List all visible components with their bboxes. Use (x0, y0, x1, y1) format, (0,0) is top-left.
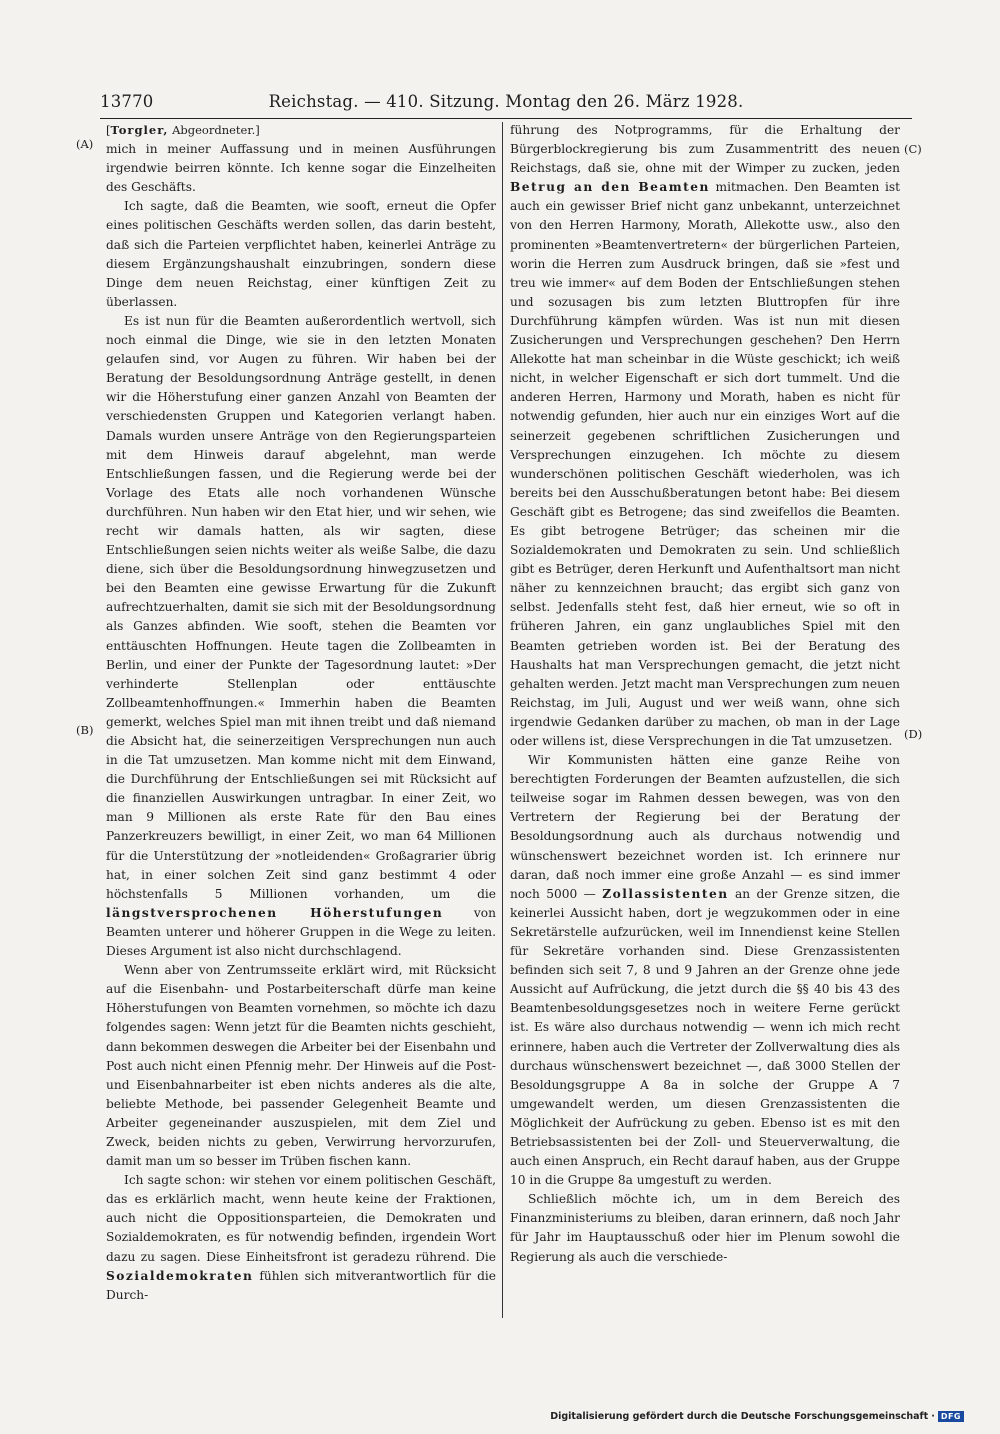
paragraph-text: Wir Kommunisten hätten eine ganze Reihe von berechtigten Forderungen der Beamten aufzustellen, die sich teilweise sogar im Rahmen dessen bewegen, was von den Vertretern der Regierung bei der Beratung der Besoldungsordnung auch als durchaus notwendig und wünschenswert bezeichnet worden ist. Ich erinnere nur daran, daß noch immer eine große Anzahl — es sind immer noch 5000 — (510, 753, 900, 901)
header-rule (100, 118, 912, 119)
credit-text: Digitalisierung gefördert durch die Deutsche Forschungsgemeinschaft (550, 1411, 929, 1422)
paragraph-text: Es ist nun für die Beamten außerordentlich wertvoll, sich noch einmal die Dinge, wie sie in den letzten Monaten gelaufen sind, vor Augen zu führen. Wir haben bei der Beratung der Besoldungsordnung Anträge gestellt, in denen wir die Höherstufung einer ganzen Anzahl von Beamten der verschiedensten Gruppen und Kategorien verlangt haben. Damals wurden unsere Anträge von den Regierungsparteien mit dem Hinweis darauf abgelehnt, man werde Entschließungen fassen, und die Regierung werde bei der Vorlage des Etats alle noch vorhandenen Wünsche durchführen. Nun haben wir den Etat hier, und wir sehen, wie recht wir damals hatten, als wir sagten, diese Entschließungen seien nichts weiter als weiße Salbe, die dazu diene, sich über die Besoldungsordnung hinwegzusetzen und bei den Beamten eine gewisse Erwartung für die Zukunft aufrechtzuerhalten, damit sie sich mit der Besoldungsordnung als Ganzes abfinden. Wie sooft, stehen die Beamten vor enttäuschten Hoffnungen. Heute tagen die Zollbeamten in Berlin, und einer der Punkte der Tagesordnung lautet: »Der verhinderte Stellenplan oder enttäuschte Zollbeamtenhoffnungen.« Immerhin haben die Beamten gemerkt, welches Spiel man mit ihnen treibt und daß niemand die Absicht hat, die seinerzeitigen Versprechungen nun auch in die Tat umzusetzen. Man komme nicht mit dem Einwand, die Durchführung der Entschließungen sei mit Rücksicht auf die finanziellen Auswirkungen untragbar. In einer Zeit, wo man 9 Millionen als erste Rate für den Bau eines Panzerkreuzers bewilligt, in einer Zeit, wo man 64 Millionen für die Unterstützung der »notleidenden« Großagrarier übrig hat, in einer solchen Zeit sind ganz bestimmt 4 oder höchstenfalls 5 Millionen vorhanden, um die (106, 313, 496, 901)
right-column (510, 121, 900, 1267)
paragraph: Schließlich möchte ich, um in dem Bereich des Finanzministeriums zu bleiben, daran erinnern, daß noch Jahr für Jahr im Hauptausschuß oder hier im Plenum sowohl die Regierung als auch die verschiede- (510, 1192, 900, 1264)
speaker-bracket: [ (106, 123, 111, 137)
left-column (106, 121, 496, 1305)
paragraph-text: an der Grenze sitzen, die keinerlei Aussicht haben, dort je wegzukommen oder in eine Sekretärstelle aufzurücken, weil im Innendienst keine Stellen für Sekretäre vorhanden sind. Diese Grenzassistenten befinden sich seit 7, 8 und 9 Jahren an der Grenze ohne jede Aussicht auf Aufrückung, die jetzt durch die §§ 40 bis 43 des Beamtenbesoldungsgesetzes noch in weitere Ferne gerückt ist. Es wäre also durchaus notwendig — wenn ich mich recht erinnere, haben auch die Vertreter der Zollverwaltung dies als durchaus wünschenswert bezeichnet —, daß 3000 Stellen der Besoldungsgruppe A 8a in solche der Gruppe A 7 umgewandelt werden, um diesen Grenzassistenten die Möglichkeit der Aufrückung zu geben. Ebenso ist es mit den Betriebsassistenten bei der Zoll- und Steuerverwaltung, die auch einen Anspruch, ein Recht darauf haben, aus der Gruppe 10 in die Gruppe 8a umgestuft zu werden. (510, 886, 900, 1188)
paragraph: Ich sagte, daß die Beamten, wie sooft, erneut die Opfer eines politischen Geschäfts werden sollen, das darin besteht, daß sich die Parteien verpflichtet haben, keinerlei Anträge zu diesem Ergänzungshaushalt einzubringen, sondern diese Dinge dem neuen Reichstag, einer künftigen Zeit zu überlassen. (106, 199, 496, 309)
paragraph: mich in meiner Auffassung und in meinen Ausführungen irgendwie beirren könnte. Ich kenne sogar die Einzelheiten des Geschäfts. (106, 142, 496, 195)
running-title: Reichstag. — 410. Sitzung. Montag den 26. März 1928. (268, 92, 744, 111)
margin-marker-b: (B) (76, 723, 94, 737)
page-header (100, 92, 912, 116)
separator-dot: · (931, 1411, 935, 1422)
speaker-role: Abgeordneter.] (168, 123, 260, 137)
emphasized-phrase: Betrug an den Beamten (510, 180, 710, 195)
digitization-credit (550, 1411, 964, 1422)
paragraph (510, 121, 900, 751)
paragraph-text: fühlen sich mitverantwortlich für die Durch- (106, 1268, 497, 1302)
dfg-logo: DFG (938, 1411, 964, 1422)
paragraph: Wenn aber von Zentrumsseite erklärt wird, mit Rücksicht auf die Eisenbahn- und Postarbeiterschaft dürfe man keine Höherstufungen von Beamten vornehmen, so möchte ich dazu folgendes sagen: Wenn jetzt für die Beamten nichts geschieht, dann bekommen deswegen die Arbeiter bei der Eisenbahn und Post auch nicht einen Pfennig mehr. Der Hinweis auf die Post- und Eisenbahnarbeiter ist eben nichts anderes als die alte, beliebte Methode, bei passender Gelegenheit Beamte und Arbeiter gegeneinander auszuspielen, mit dem Ziel und Zweck, beiden nichts zu geben, Verwirrung hervorzurufen, damit man um so besser im Trüben fischen kann. (106, 963, 496, 1169)
paragraph-text: von Beamten unterer und höherer Gruppen in die Wege zu leiten. Dieses Argument ist also nicht durchschlagend. (106, 905, 496, 959)
paragraph (106, 1171, 496, 1305)
emphasized-phrase: längstversprochenen Höherstufungen (106, 905, 444, 920)
emphasized-phrase: Zollassistenten (602, 886, 729, 901)
emphasized-phrase: Sozialdemokraten (106, 1268, 254, 1283)
column-divider (502, 122, 503, 1318)
paragraph (106, 312, 496, 961)
margin-marker-d: (D) (904, 727, 923, 741)
paragraph (510, 751, 900, 1190)
speaker-attribution (106, 121, 496, 140)
margin-marker-c: (C) (904, 142, 922, 156)
speaker-name: Torgler, (110, 123, 169, 137)
paragraph-text: führung des Notprogramms, für die Erhaltung der Bürgerblockregierung bis zum Zusammentritt des neuen Reichstags, daß sie, ohne mit der Wimper zu zucken, jeden (510, 123, 900, 176)
page-number: 13770 (100, 92, 154, 111)
paragraph-text: Ich sagte schon: wir stehen vor einem politischen Geschäft, das es erklärlich macht, wenn heute keine der Fraktionen, auch nicht die Oppositionsparteien, die Demokraten und Sozialdemokraten, es für notwendig befinden, irgendein Wort dazu zu sagen. Diese Einheitsfront ist geradezu rührend. Die (106, 1173, 496, 1264)
paragraph-text: mitmachen. Den Beamten ist auch ein gewisser Brief nicht ganz unbekannt, unterzeichnet von den Herren Harmony, Morath, Allekotte usw., also den prominenten »Beamtenvertretern« der bürgerlichen Parteien, worin die Herren zum Ausdruck bringen, daß sie »fest und treu wie immer« auf dem Boden der Entschließungen stehen und sozusagen bis zum letzten Bluttropfen für ihre Durchführung kämpfen würden. Was ist nun mit diesen Zusicherungen und Versprechungen geschehen? Den Herrn Allekotte hat man scheinbar in die Wüste geschickt; ich weiß nicht, in welcher Eigenschaft er sich dort tummelt. Und die anderen Herren, Harmony und Morath, haben es nicht für notwendig gefunden, hier auch nur ein einziges Wort auf die seinerzeit gegebenen schriftlichen Zusicherungen und Versprechungen einzugehen. Ich möchte zu diesem wunderschönen politischen Geschäft wiederholen, was ich bereits bei den Ausschußberatungen betont habe: Bei diesem Geschäft gibt es Betrogene; das sind zweifellos die Beamten. Es gibt betrogene Betrüger; das scheinen mir die Sozialdemokraten und Demokraten zu sein. Und schließlich gibt es Betrüger, deren Herkunft und Aufenthaltsort man nicht näher zu kennzeichnen braucht; das ergibt sich ganz von selbst. Jedenfalls steht fest, daß hier erneut, wie so oft in früheren Jahren, ein ganz unglaubliches Spiel mit den Beamten getrieben worden ist. Bei der Beratung des Haushalts hat man Versprechungen gemacht, die jetzt nicht gehalten werden. Jetzt macht man Versprechungen zum neuen Reichstag, im Juli, August und wer weiß wann, ohne sich irgendwie Gedanken darüber zu machen, ob man in der Lage oder willens ist, diese Versprechungen in die Tat umzusetzen. (510, 180, 900, 748)
margin-marker-a: (A) (76, 137, 94, 151)
